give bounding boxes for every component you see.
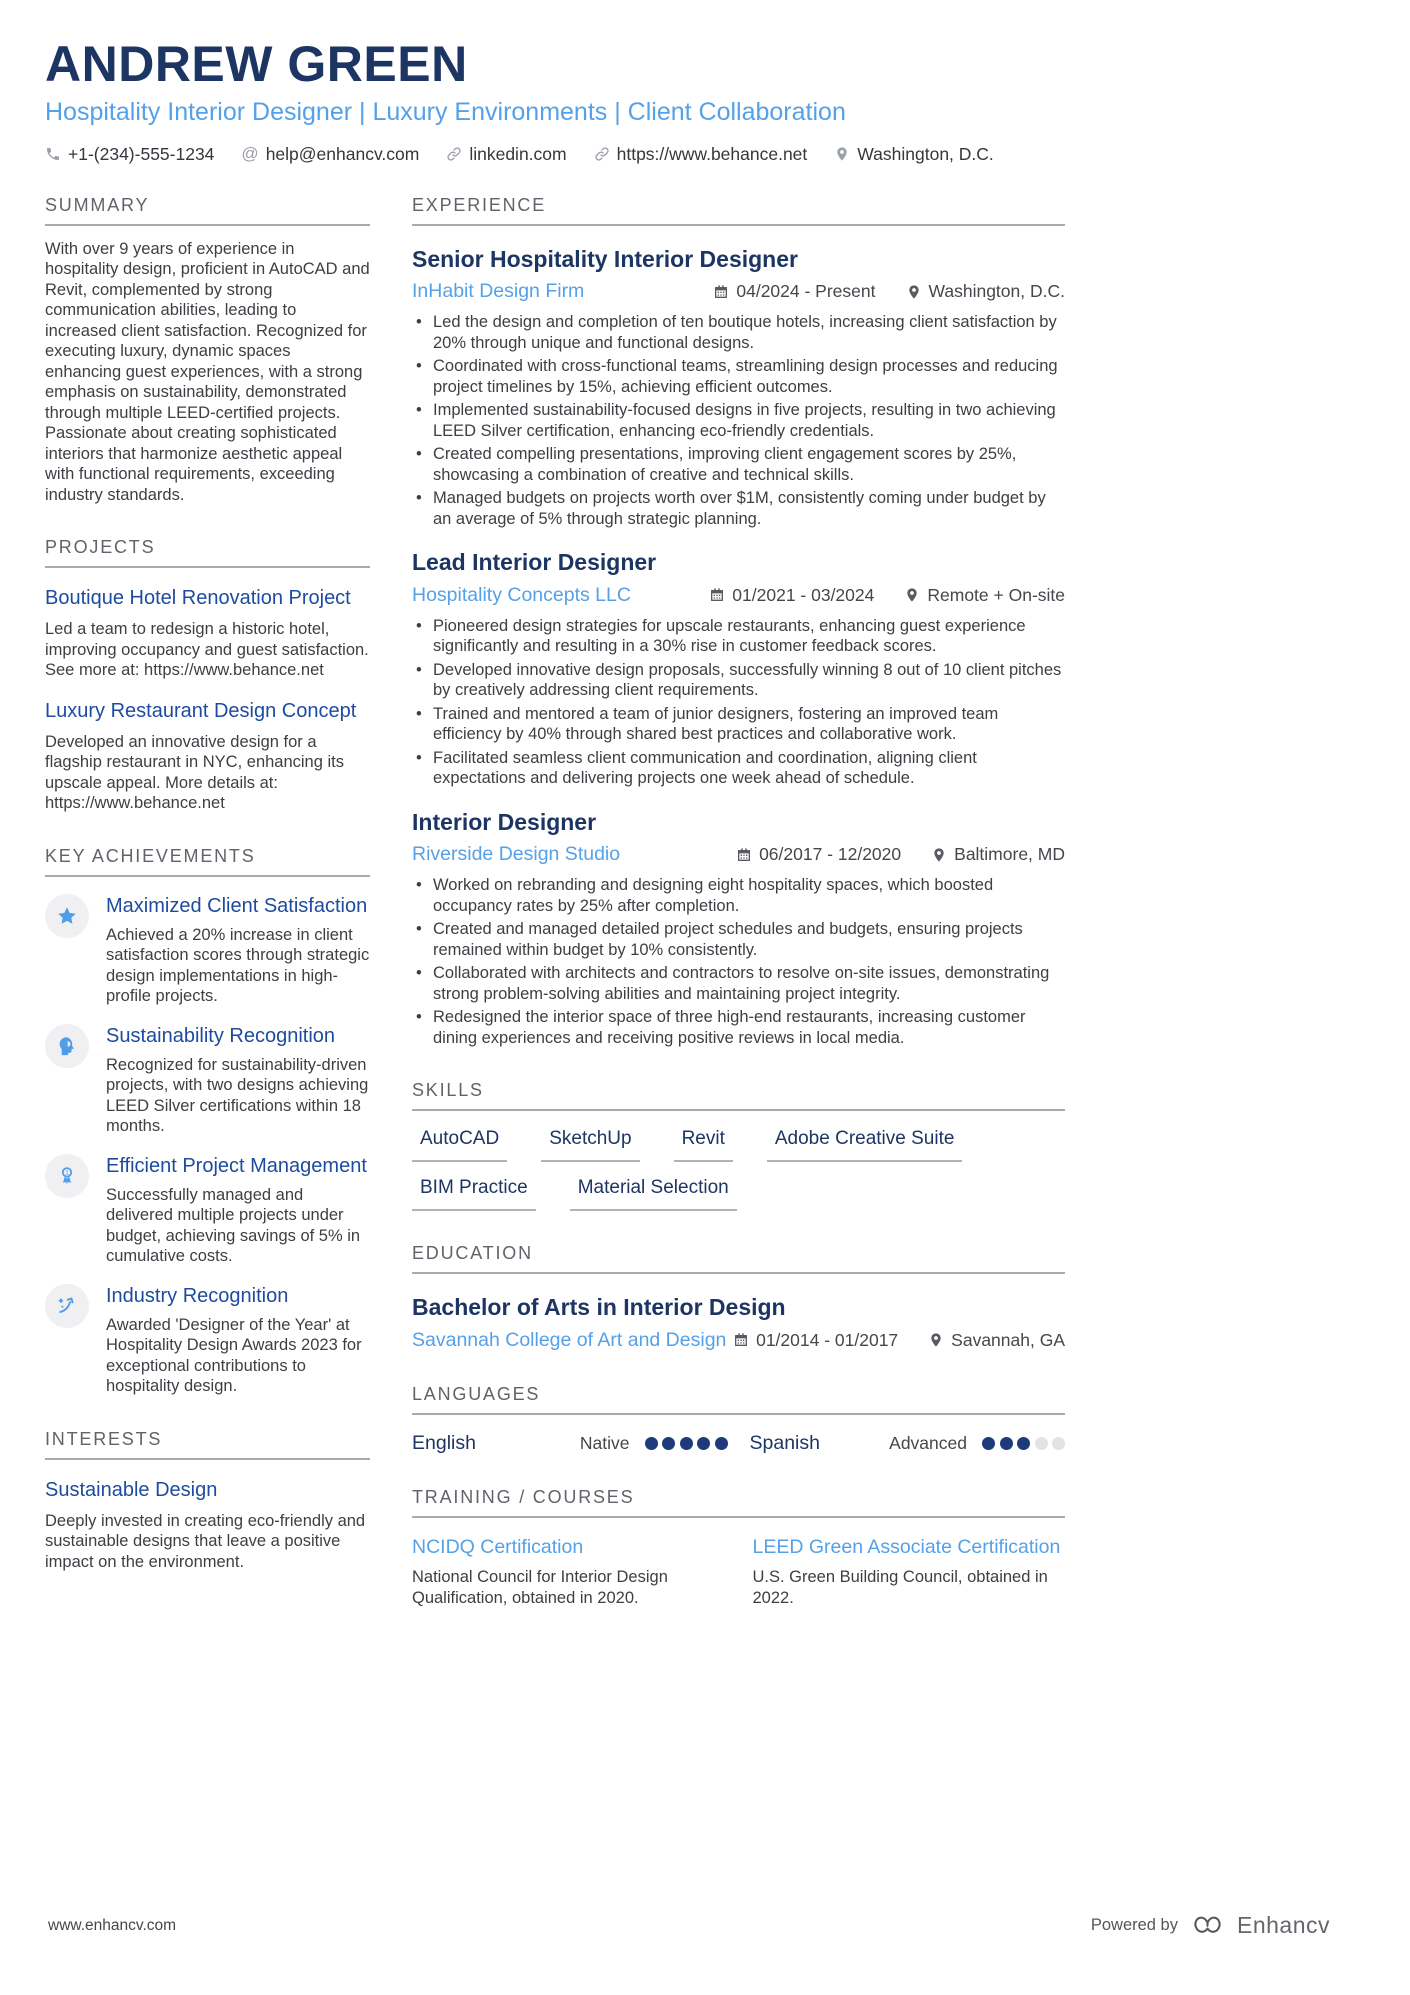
company-name: InHabit Design Firm (412, 280, 585, 303)
jobs-list (412, 246, 1065, 1049)
star-icon (45, 894, 89, 938)
list-item (45, 1478, 370, 1573)
job-bullet: • Created and managed detailed project schedules and budgets, ensuring projects remained within budget by 10% consistently. (412, 919, 1065, 960)
proficiency-dot (697, 1437, 710, 1450)
experience-item (412, 246, 1065, 530)
achievement-item (45, 1154, 370, 1267)
mind-icon (45, 1024, 89, 1068)
training-description: National Council for Interior Design Qualification, obtained in 2020. (412, 1568, 668, 1607)
location-text: Washington, D.C. (857, 143, 994, 164)
at-icon: @ (241, 144, 259, 163)
page-footer (48, 1912, 1330, 1939)
job-location: Remote + On-site (904, 585, 1065, 606)
proficiency-dot (662, 1437, 675, 1450)
education-item (412, 1294, 1065, 1352)
proficiency-dot (715, 1437, 728, 1450)
job-bullet: • Facilitated seamless client communication and coordination, aligning client expectations and delivering projects one week ahead of schedule. (412, 748, 1065, 789)
languages-section (412, 1384, 1065, 1455)
job-dates: 04/2024 - Present (713, 281, 875, 302)
experience-item (412, 549, 1065, 789)
interests-list (45, 1478, 370, 1573)
experience-section (412, 195, 1065, 1049)
linkedin-url[interactable]: linkedin.com (469, 143, 567, 164)
arrows-icon (45, 1284, 89, 1328)
link-icon (446, 146, 462, 162)
skills-section (412, 1080, 1065, 1211)
proficiency-dot (1017, 1437, 1030, 1450)
job-location: Baltimore, MD (931, 844, 1065, 865)
item-title: Boutique Hotel Renovation Project (45, 587, 351, 609)
svg-text:1: 1 (65, 1169, 69, 1177)
item-description: Led a team to redesign a historic hotel, improving occupancy and guest satisfaction. See more at: https://www.behance.net (45, 620, 369, 679)
achievement-description: Successfully managed and delivered multiple projects under budget, achieving savings of 5% in cumulative costs. (106, 1185, 361, 1265)
language-item (750, 1432, 1066, 1455)
skill-tag: BIM Practice (412, 1162, 536, 1211)
location-icon (904, 587, 920, 603)
skill-tag: Material Selection (570, 1162, 737, 1211)
proficiency-dot (1000, 1437, 1013, 1450)
skill-tag: SketchUp (541, 1113, 639, 1162)
achievements-heading: KEY ACHIEVEMENTS (45, 846, 370, 877)
achievements-list (45, 894, 370, 1397)
language-item (412, 1432, 728, 1455)
job-location: Washington, D.C. (906, 281, 1066, 302)
right-column (412, 195, 1065, 1609)
job-bullet: • Led the design and completion of ten boutique hotels, increasing client satisfaction by 20% through unique and functional designs. (412, 312, 1065, 353)
item-title: Sustainable Design (45, 1478, 218, 1501)
job-bullet: • Created compelling presentations, improving client engagement scores by 25%, showcasing a combination of creative and technical skills. (412, 444, 1065, 485)
training-item (412, 1535, 725, 1608)
job-title: Interior Designer (412, 808, 597, 835)
item-description: Developed an innovative design for a flagship restaurant in NYC, enhancing its upscale appeal. More details at: https://www.behance.net (45, 732, 344, 812)
language-name: English (412, 1431, 476, 1454)
summary-section (45, 195, 370, 506)
location-icon (931, 847, 947, 863)
language-level: Advanced (889, 1432, 967, 1453)
headline: Hospitality Interior Designer | Luxury Environments | Client Collaboration (45, 97, 846, 126)
list-item (45, 586, 370, 681)
job-bullet: • Coordinated with cross-functional teams, streamlining design processes and reducing project timelines by 15%, achieving efficient outcomes. (412, 356, 1065, 397)
enhancv-wordmark: Enhancv (1236, 1912, 1330, 1938)
job-bullet: • Trained and mentored a team of junior designers, fostering an improved team efficiency by 40% through shared best practices and collaborative work. (412, 704, 1065, 745)
training-description: U.S. Green Building Council, obtained in 2022. (752, 1568, 1048, 1607)
skill-tag: Revit (674, 1113, 733, 1162)
projects-section (45, 537, 370, 814)
job-dates: 01/2021 - 03/2024 (709, 585, 874, 606)
achievement-title: Maximized Client Satisfaction (106, 894, 368, 917)
experience-item (412, 809, 1065, 1049)
contact-location (834, 144, 994, 165)
education-section (412, 1243, 1065, 1352)
company-name: Riverside Design Studio (412, 843, 621, 866)
email-address[interactable]: help@enhancv.com (265, 143, 420, 164)
calendar-icon (713, 284, 729, 300)
skills-list (412, 1113, 1065, 1211)
interests-section (45, 1429, 370, 1573)
summary-heading: SUMMARY (45, 195, 370, 226)
contact-website[interactable] (594, 144, 808, 165)
training-section (412, 1487, 1065, 1608)
job-bullet: • Collaborated with architects and contractors to resolve on-site issues, demonstrating strong problem-solving abilities and maintaining project integrity. (412, 963, 1065, 1004)
skill-tag: Adobe Creative Suite (767, 1113, 963, 1162)
achievement-title: Industry Recognition (106, 1284, 289, 1307)
footer-site-link[interactable]: www.enhancv.com (48, 1916, 177, 1934)
education-heading: EDUCATION (412, 1243, 1065, 1274)
item-description: Deeply invested in creating eco-friendly and sustainable designs that leave a positive impact on the environment. (45, 1511, 366, 1571)
job-bullets (412, 312, 1065, 529)
achievement-title: Sustainability Recognition (106, 1024, 336, 1047)
powered-by-label: Powered by (1090, 1916, 1178, 1934)
enhancv-logo-icon (1189, 1913, 1226, 1939)
training-heading: TRAINING / COURSES (412, 1487, 1065, 1518)
medal-icon (45, 1154, 89, 1198)
education-dates: 01/2014 - 01/2017 (733, 1330, 898, 1351)
achievement-description: Achieved a 20% increase in client satisfaction scores through strategic design implementations in high-profile projects. (106, 925, 370, 1005)
projects-heading: PROJECTS (45, 537, 370, 568)
language-name: Spanish (749, 1431, 820, 1454)
proficiency-dot (1052, 1437, 1065, 1450)
education-location: Savannah, GA (928, 1330, 1065, 1351)
location-icon (834, 146, 850, 162)
achievement-item (45, 1284, 370, 1397)
contact-row (45, 144, 1410, 165)
job-title: Lead Interior Designer (412, 549, 657, 576)
job-bullets (412, 616, 1065, 789)
projects-list (45, 586, 370, 814)
location-icon (928, 1332, 944, 1348)
proficiency-dot (645, 1437, 658, 1450)
training-list (412, 1535, 1065, 1608)
job-bullet: • Redesigned the interior space of three high-end restaurants, increasing customer dining experiences and receiving positive reviews in local media. (412, 1007, 1065, 1048)
job-bullet: • Worked on rebranding and designing eight hospitality spaces, which boosted occupancy rates by 25% after completion. (412, 875, 1065, 916)
job-dates: 06/2017 - 12/2020 (736, 844, 901, 865)
job-bullet: • Pioneered design strategies for upscale restaurants, enhancing guest experience significantly and resulting in a 30% rise in customer feedback scores. (412, 616, 1065, 657)
training-title: NCIDQ Certification (412, 1535, 584, 1558)
summary-text: With over 9 years of experience in hospitality design, proficient in AutoCAD and Revit, complemented by strong communication abilities, leading to increased client satisfaction. Recognized for executing luxury, dynamic spaces enhancing guest experiences, with a strong emphasis on sustainability, demonstrated through multiple LEED-certified projects. Passionate about creating sophisticated interiors that harmonize aesthetic appeal with functional requirements, exceeding industry standards. (45, 239, 370, 504)
company-name: Hospitality Concepts LLC (412, 583, 631, 606)
job-bullet: • Managed budgets on projects worth over $1M, consistently coming under budget by an average of 5% through strategic planning. (412, 488, 1065, 529)
phone-number: +1-(234)-555-1234 (68, 143, 215, 164)
location-icon (906, 284, 922, 300)
achievement-item (45, 1024, 370, 1137)
training-title: LEED Green Associate Certification (752, 1535, 1061, 1558)
proficiency-dot (982, 1437, 995, 1450)
website-url[interactable]: https://www.behance.net (616, 143, 808, 164)
contact-email[interactable] (241, 144, 419, 165)
achievement-item (45, 894, 370, 1007)
degree-title: Bachelor of Arts in Interior Design (412, 1294, 786, 1321)
list-item (45, 699, 370, 814)
phone-icon (45, 146, 61, 162)
calendar-icon (709, 587, 725, 603)
achievements-section (45, 846, 370, 1397)
job-bullet: • Developed innovative design proposals, successfully winning 8 out of 10 client pitches by creatively addressing client requirements. (412, 660, 1065, 701)
job-bullets (412, 875, 1065, 1048)
language-proficiency-dots (645, 1437, 728, 1450)
experience-heading: EXPERIENCE (412, 195, 1065, 226)
resume-header (45, 38, 1410, 165)
training-item (753, 1535, 1066, 1608)
achievement-description: Awarded 'Designer of the Year' at Hospitality Design Awards 2023 for exceptional contributions to hospitality design. (106, 1315, 362, 1395)
item-title: Luxury Restaurant Design Concept (45, 699, 357, 722)
interests-heading: INTERESTS (45, 1429, 370, 1460)
job-bullet: • Implemented sustainability-focused designs in five projects, resulting in two achieving LEED Silver certification, enhancing eco-friendly credentials. (412, 400, 1065, 441)
left-column (45, 195, 370, 1609)
contact-linkedin[interactable] (446, 144, 566, 165)
link-icon (594, 146, 610, 162)
languages-heading: LANGUAGES (412, 1384, 1065, 1415)
proficiency-dot (1035, 1437, 1048, 1450)
achievement-title: Efficient Project Management (106, 1154, 367, 1177)
skill-tag: AutoCAD (412, 1113, 507, 1162)
school-name: Savannah College of Art and Design (412, 1328, 727, 1351)
job-title: Senior Hospitality Interior Designer (412, 245, 798, 272)
language-proficiency-dots (982, 1437, 1065, 1450)
powered-by (1091, 1912, 1330, 1939)
calendar-icon (733, 1332, 749, 1348)
contact-phone (45, 144, 214, 165)
proficiency-dot (680, 1437, 693, 1450)
languages-list (412, 1432, 1065, 1455)
achievement-description: Recognized for sustainability-driven projects, with two designs achieving LEED Silver certifications within 18 months. (106, 1055, 369, 1135)
language-level: Native (579, 1432, 630, 1453)
skills-heading: SKILLS (412, 1080, 1065, 1111)
candidate-name: ANDREW GREEN (45, 36, 468, 92)
calendar-icon (736, 847, 752, 863)
